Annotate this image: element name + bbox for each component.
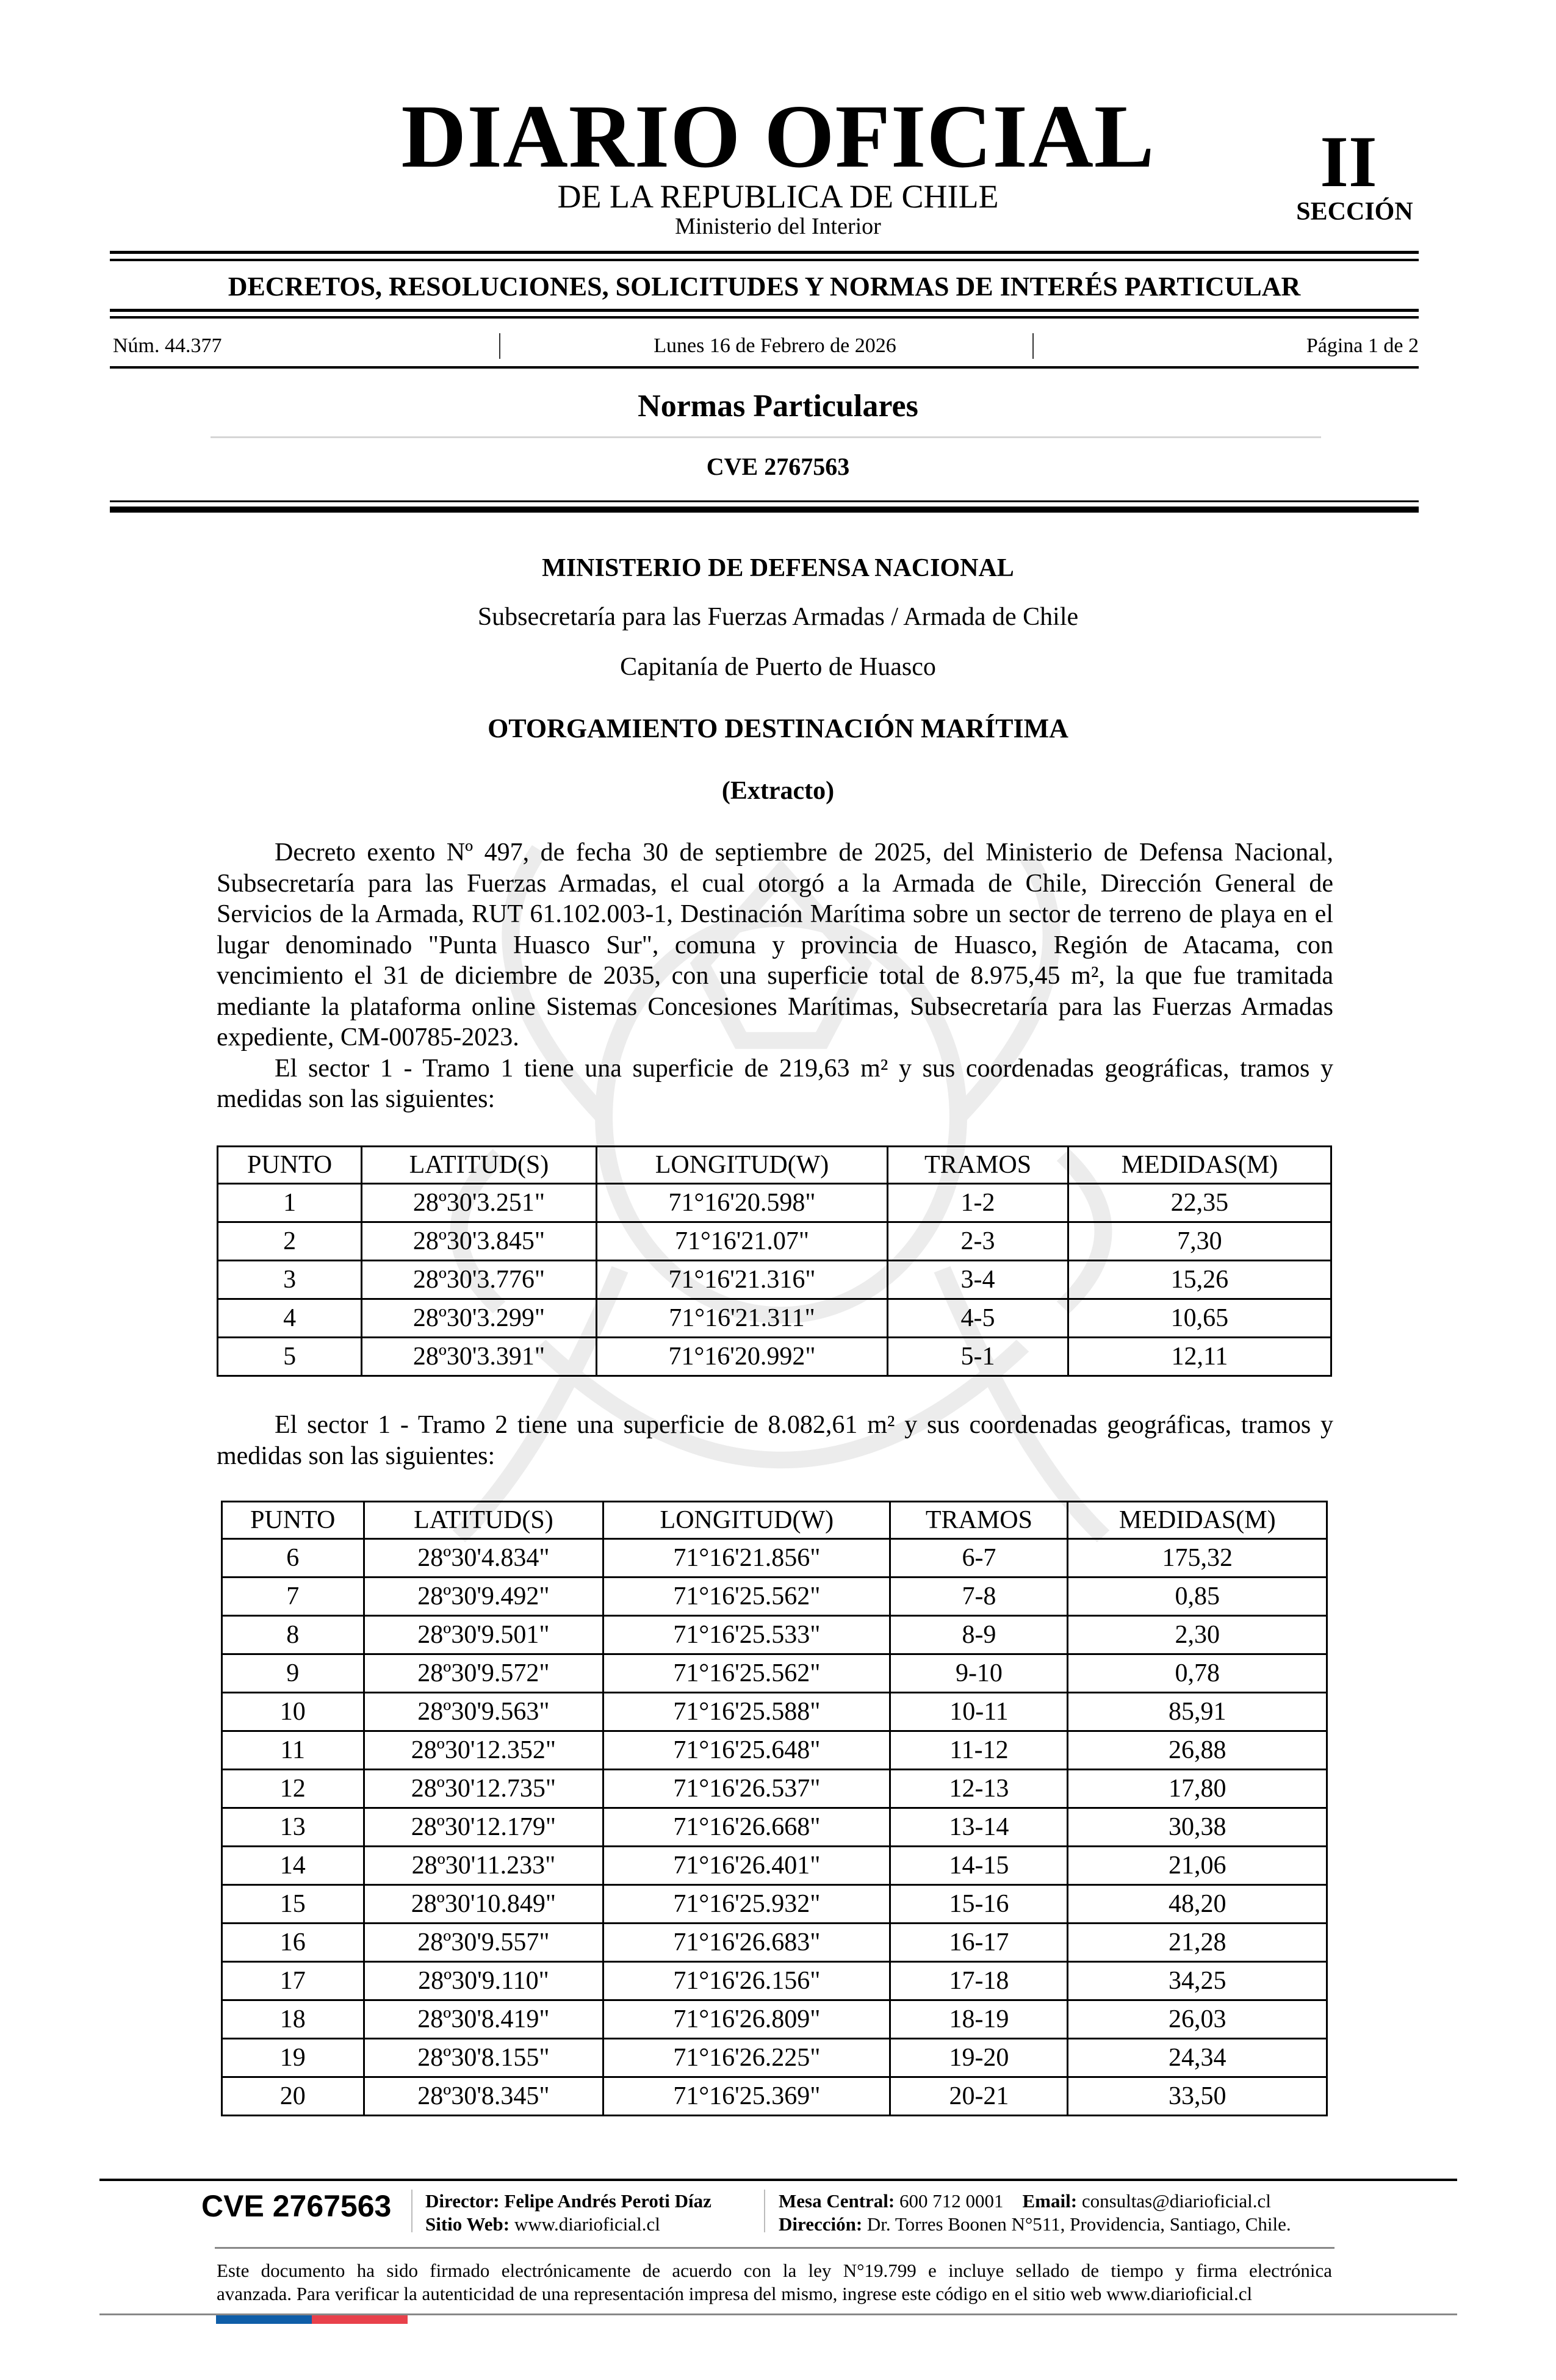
- column-header-latitud: LATITUD(S): [364, 1502, 603, 1539]
- cell-longitud: 71°16'25.562": [603, 1654, 890, 1693]
- cell-tramo: 4-5: [888, 1299, 1068, 1338]
- phone-number: 600 712 0001: [899, 2190, 1004, 2212]
- paragraph-tramo-2: El sector 1 - Tramo 2 tiene una superficie de 8.082,61 m² y sus coordenadas geográficas, tramos y medidas son las siguientes:: [217, 1411, 1333, 1470]
- cell-medida: 22,35: [1068, 1184, 1331, 1222]
- cell-longitud: 71°16'26.668": [603, 1808, 890, 1847]
- issue-number: Núm. 44.377: [113, 334, 222, 357]
- cell-longitud: 71°16'25.648": [603, 1731, 890, 1770]
- divider: [110, 309, 1419, 312]
- masthead-subtitle: DE LA REPUBLICA DE CHILE: [557, 178, 999, 215]
- cell-tramo: 16-17: [890, 1924, 1068, 1962]
- footer-divider: [215, 2247, 1334, 2249]
- cell-tramo: 17-18: [890, 1962, 1068, 2000]
- cell-tramo: 18-19: [890, 2000, 1068, 2039]
- legal-line-1: Este documento ha sido firmado electrónicamente de acuerdo con la ley N°19.799 e incluye sellado de tiempo y firma electrónica: [217, 2260, 1332, 2281]
- cell-longitud: 71°16'20.598": [596, 1184, 887, 1222]
- section-number: II: [1320, 121, 1377, 202]
- table-row: [222, 2077, 1327, 2116]
- ministry-heading: MINISTERIO DE DEFENSA NACIONAL: [542, 554, 1014, 582]
- table-row: [222, 1654, 1327, 1693]
- table-row: [218, 1338, 1331, 1376]
- cell-punto: 12: [222, 1770, 364, 1808]
- document-subtitle: (Extracto): [721, 777, 835, 805]
- cell-longitud: 71°16'26.401": [603, 1847, 890, 1885]
- cell-tramo: 9-10: [890, 1654, 1068, 1693]
- cell-punto: 19: [222, 2039, 364, 2077]
- cell-medida: 24,34: [1068, 2039, 1327, 2077]
- column-header-latitud: LATITUD(S): [362, 1147, 597, 1184]
- divider: [211, 436, 1321, 438]
- cell-latitud: 28º30'8.155": [364, 2039, 603, 2077]
- cell-medida: 17,80: [1068, 1770, 1327, 1808]
- cell-tramo: 1-2: [888, 1184, 1068, 1222]
- subsecretaria-heading: Subsecretaría para las Fuerzas Armadas / Armada de Chile: [477, 603, 1079, 631]
- cell-latitud: 28º30'3.845": [362, 1222, 597, 1261]
- table-row: [218, 1299, 1331, 1338]
- table-row: [222, 1808, 1327, 1847]
- cell-latitud: 28º30'3.299": [362, 1299, 597, 1338]
- cell-punto: 5: [218, 1338, 362, 1376]
- divider: [110, 251, 1419, 254]
- cell-latitud: 28º30'9.492": [364, 1578, 603, 1616]
- table-row: [222, 2039, 1327, 2077]
- flag-bar-blue: [216, 2315, 312, 2324]
- cell-medida: 21,28: [1068, 1924, 1327, 1962]
- divider: [110, 500, 1419, 502]
- phone-label: Mesa Central:: [779, 2190, 895, 2212]
- table-row: [222, 1770, 1327, 1808]
- cell-medida: 26,03: [1068, 2000, 1327, 2039]
- cell-longitud: 71°16'25.533": [603, 1616, 890, 1654]
- cell-tramo: 15-16: [890, 1885, 1068, 1924]
- table-row: [222, 1578, 1327, 1616]
- cell-punto: 4: [218, 1299, 362, 1338]
- paragraph-decreto: Decreto exento Nº 497, de fecha 30 de septiembre de 2025, del Ministerio de Defensa Nacional, Subsecretaría para las Fuerzas Armadas, el cual otorgó a la Armada de Chile, Dirección General de Servicios de la Armada, RUT 61.102.003-1, Destinación Marítima sobre un sector de terreno de playa en el lugar denominado "Punta Huasco Sur", comuna y provincia de Huasco, Región de Atacama, con vencimiento el 31 de diciembre de 2035, con una superficie total de 8.975,45 m², la que fue tramitada mediante la plataforma online Sistemas Concesiones Marítimas, Subsecretaría para las Fuerzas Armadas expediente, CM-00785-2023.: [217, 838, 1333, 1051]
- cell-latitud: 28º30'3.391": [362, 1338, 597, 1376]
- cell-medida: 85,91: [1068, 1693, 1327, 1731]
- table-row: [222, 1962, 1327, 2000]
- document-title: OTORGAMIENTO DESTINACIÓN MARÍTIMA: [488, 713, 1068, 743]
- legal-line-2: avanzada. Para verificar la autenticidad de una representación impresa del mismo, ingrese este código en el sitio web www.diarioficial.cl: [217, 2283, 1253, 2304]
- cell-tramo: 12-13: [890, 1770, 1068, 1808]
- cell-longitud: 71°16'21.316": [596, 1261, 887, 1299]
- website-label: Sitio Web:: [425, 2213, 510, 2235]
- cell-medida: 30,38: [1068, 1808, 1327, 1847]
- table-row: [222, 1924, 1327, 1962]
- cell-latitud: 28º30'3.776": [362, 1261, 597, 1299]
- cve-code: CVE 2767563: [706, 453, 850, 480]
- divider: [110, 507, 1419, 513]
- cell-latitud: 28º30'4.834": [364, 1539, 603, 1578]
- body-text: [217, 1410, 1333, 1471]
- cell-longitud: 71°16'26.225": [603, 2039, 890, 2077]
- cell-punto: 16: [222, 1924, 364, 1962]
- cell-medida: 0,85: [1068, 1578, 1327, 1616]
- table-row: [222, 1731, 1327, 1770]
- footer-separator: [764, 2190, 765, 2232]
- cell-punto: 14: [222, 1847, 364, 1885]
- director-name: Felipe Andrés Peroti Díaz: [504, 2190, 711, 2212]
- cell-tramo: 11-12: [890, 1731, 1068, 1770]
- cell-medida: 175,32: [1068, 1539, 1327, 1578]
- table-header-row: [218, 1147, 1331, 1184]
- cell-punto: 9: [222, 1654, 364, 1693]
- cell-longitud: 71°16'26.809": [603, 2000, 890, 2039]
- cell-tramo: 19-20: [890, 2039, 1068, 2077]
- cell-punto: 18: [222, 2000, 364, 2039]
- table-row: [222, 1693, 1327, 1731]
- cell-latitud: 28º30'9.563": [364, 1693, 603, 1731]
- paragraph-tramo-1: El sector 1 - Tramo 1 tiene una superficie de 219,63 m² y sus coordenadas geográficas, tramos y medidas son las siguientes:: [217, 1054, 1333, 1113]
- cell-medida: 15,26: [1068, 1261, 1331, 1299]
- cell-punto: 7: [222, 1578, 364, 1616]
- cell-tramo: 2-3: [888, 1222, 1068, 1261]
- cell-longitud: 71°16'21.311": [596, 1299, 887, 1338]
- cell-tramo: 5-1: [888, 1338, 1068, 1376]
- cell-punto: 3: [218, 1261, 362, 1299]
- cell-longitud: 71°16'20.992": [596, 1338, 887, 1376]
- cell-latitud: 28º30'8.345": [364, 2077, 603, 2116]
- cell-longitud: 71°16'25.932": [603, 1885, 890, 1924]
- cell-punto: 1: [218, 1184, 362, 1222]
- capitania-heading: Capitanía de Puerto de Huasco: [620, 653, 936, 681]
- table-row: [222, 1616, 1327, 1654]
- table-row: [222, 1539, 1327, 1578]
- cell-punto: 11: [222, 1731, 364, 1770]
- email-link[interactable]: consultas@diarioficial.cl: [1081, 2190, 1271, 2212]
- cell-medida: 7,30: [1068, 1222, 1331, 1261]
- cell-latitud: 28º30'8.419": [364, 2000, 603, 2039]
- cell-tramo: 7-8: [890, 1578, 1068, 1616]
- cell-punto: 20: [222, 2077, 364, 2116]
- cell-latitud: 28º30'9.501": [364, 1616, 603, 1654]
- footer-legal-notice: [217, 2259, 1332, 2306]
- table-row: [222, 1885, 1327, 1924]
- cell-latitud: 28º30'9.557": [364, 1924, 603, 1962]
- table-row: [218, 1261, 1331, 1299]
- cell-punto: 2: [218, 1222, 362, 1261]
- coordinates-table-tramo-2: [221, 1501, 1328, 2116]
- cell-latitud: 28º30'3.251": [362, 1184, 597, 1222]
- column-header-tramos: TRAMOS: [888, 1147, 1068, 1184]
- section-label: SECCIÓN: [1296, 198, 1413, 226]
- cell-punto: 13: [222, 1808, 364, 1847]
- director-label: Director:: [425, 2190, 500, 2212]
- cell-longitud: 71°16'21.856": [603, 1539, 890, 1578]
- cell-medida: 2,30: [1068, 1616, 1327, 1654]
- cell-punto: 8: [222, 1616, 364, 1654]
- flag-bar-red: [312, 2315, 408, 2324]
- cell-punto: 6: [222, 1539, 364, 1578]
- footer-separator: [411, 2190, 412, 2232]
- cell-medida: 21,06: [1068, 1847, 1327, 1885]
- column-header-medidas: MEDIDAS(M): [1068, 1502, 1327, 1539]
- divider: [110, 366, 1419, 369]
- table-header-row: [222, 1502, 1327, 1539]
- cell-medida: 10,65: [1068, 1299, 1331, 1338]
- column-header-punto: PUNTO: [222, 1502, 364, 1539]
- cell-longitud: 71°16'26.156": [603, 1962, 890, 2000]
- meta-separator: [1032, 333, 1034, 359]
- cell-punto: 17: [222, 1962, 364, 2000]
- footer-director-block: [425, 2190, 711, 2236]
- cell-longitud: 71°16'21.07": [596, 1222, 887, 1261]
- cell-longitud: 71°16'26.683": [603, 1924, 890, 1962]
- column-header-longitud: LONGITUD(W): [603, 1502, 890, 1539]
- cell-tramo: 3-4: [888, 1261, 1068, 1299]
- cell-longitud: 71°16'25.588": [603, 1693, 890, 1731]
- footer-contact-block: [779, 2190, 1291, 2236]
- column-header-longitud: LONGITUD(W): [596, 1147, 887, 1184]
- cell-longitud: 71°16'26.537": [603, 1770, 890, 1808]
- page-indicator: Página 1 de 2: [1306, 334, 1419, 357]
- masthead-ministry: Ministerio del Interior: [675, 214, 881, 239]
- cell-tramo: 8-9: [890, 1616, 1068, 1654]
- address-label: Dirección:: [779, 2213, 863, 2235]
- masthead-title: DIARIO OFICIAL: [401, 87, 1155, 187]
- cell-latitud: 28º30'12.352": [364, 1731, 603, 1770]
- issue-date: Lunes 16 de Febrero de 2026: [654, 334, 896, 357]
- cell-tramo: 13-14: [890, 1808, 1068, 1847]
- cell-punto: 15: [222, 1885, 364, 1924]
- cell-latitud: 28º30'11.233": [364, 1847, 603, 1885]
- email-label: Email:: [1022, 2190, 1078, 2212]
- column-header-punto: PUNTO: [218, 1147, 362, 1184]
- cell-latitud: 28º30'12.735": [364, 1770, 603, 1808]
- cell-punto: 10: [222, 1693, 364, 1731]
- cell-medida: 48,20: [1068, 1885, 1327, 1924]
- cell-medida: 0,78: [1068, 1654, 1327, 1693]
- table-row: [222, 2000, 1327, 2039]
- cell-tramo: 20-21: [890, 2077, 1068, 2116]
- footer-divider: [99, 2179, 1457, 2181]
- cell-medida: 33,50: [1068, 2077, 1327, 2116]
- cell-medida: 12,11: [1068, 1338, 1331, 1376]
- footer-cve-code: CVE 2767563: [201, 2189, 392, 2223]
- cell-longitud: 71°16'25.369": [603, 2077, 890, 2116]
- table-row: [218, 1222, 1331, 1261]
- cell-tramo: 10-11: [890, 1693, 1068, 1731]
- table-row: [222, 1847, 1327, 1885]
- divider: [110, 316, 1419, 319]
- cell-latitud: 28º30'10.849": [364, 1885, 603, 1924]
- cell-latitud: 28º30'12.179": [364, 1808, 603, 1847]
- section-heading: DECRETOS, RESOLUCIONES, SOLICITUDES Y NORMAS DE INTERÉS PARTICULAR: [228, 272, 1301, 301]
- cell-tramo: 6-7: [890, 1539, 1068, 1578]
- section-title: Normas Particulares: [638, 389, 918, 424]
- cell-latitud: 28º30'9.110": [364, 1962, 603, 2000]
- column-header-medidas: MEDIDAS(M): [1068, 1147, 1331, 1184]
- divider: [110, 259, 1419, 261]
- column-header-tramos: TRAMOS: [890, 1502, 1068, 1539]
- table-row: [218, 1184, 1331, 1222]
- website-link[interactable]: www.diarioficial.cl: [514, 2213, 660, 2235]
- coordinates-table-tramo-1: [217, 1145, 1332, 1377]
- address-text: Dr. Torres Boonen N°511, Providencia, Santiago, Chile.: [866, 2213, 1291, 2235]
- cell-tramo: 14-15: [890, 1847, 1068, 1885]
- body-text: [217, 837, 1333, 1115]
- cell-longitud: 71°16'25.562": [603, 1578, 890, 1616]
- cell-medida: 34,25: [1068, 1962, 1327, 2000]
- cell-medida: 26,88: [1068, 1731, 1327, 1770]
- cell-latitud: 28º30'9.572": [364, 1654, 603, 1693]
